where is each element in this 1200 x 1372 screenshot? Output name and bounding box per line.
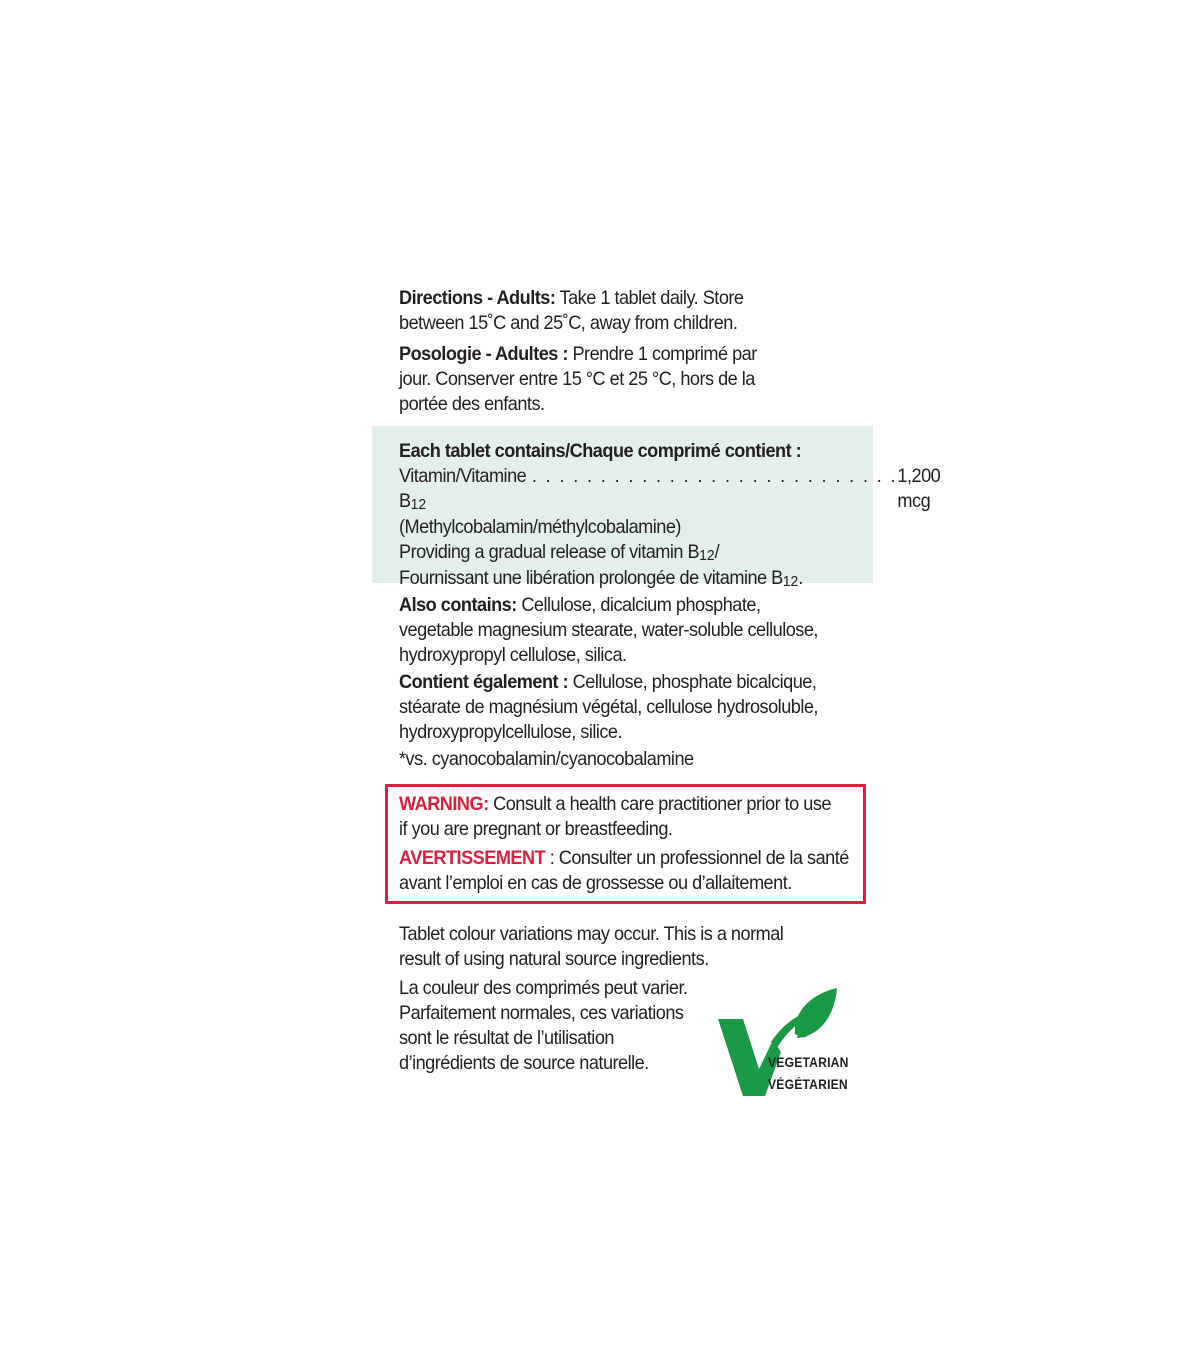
vegetarian-fr: VÉGÉTARIEN [768,1077,848,1092]
directions-en-text-2: between 15˚C and 25˚C, away from children. [399,312,738,334]
also-contains-en-label: Also contains: [399,594,517,616]
directions-fr [399,342,883,417]
release-en: Providing a gradual release of vitamin B12/ [399,541,720,564]
directions-en-label: Directions - Adults: [399,287,556,309]
also-contains-en: Also contains: Cellulose, dicalcium phosphate, vegetable magnesium stearate, water-soluble cellulose, hydroxypropyl cellulose, silica. [399,594,818,666]
ingredient-amount: 1,200 mcg [897,465,941,512]
footnote: *vs. cyanocobalamin/cyanocobalamine [399,748,694,770]
ingredient-row [399,464,941,515]
colour-note-en: Tablet colour variations may occur. This is a normal result of using natural source ingredients. [399,923,784,970]
contents-block [399,439,941,592]
warning-fr: AVERTISSEMENT : Consulter un professionnel de la santé avant l’emploi en cas de grossesse ou d’allaitement. [399,847,849,894]
directions-fr-label: Posologie - Adultes : [399,343,568,365]
warning-en-label: WARNING: [399,793,489,815]
colour-note-fr: La couleur des comprimés peut varier. Parfaitement normales, ces variations sont le résultat de l’utilisation d’ingrédients de source naturelle. [399,977,688,1074]
directions-fr-text-1: Prendre 1 comprimé par [567,343,757,365]
vegetarian-en: VEGETARIAN [768,1055,849,1070]
also-contains-fr: Contient également : Cellulose, phosphate bicalcique, stéarate de magnésium végétal, cellulose hydrosoluble, hydroxypropylcellulose, silice. [399,671,818,743]
directions-fr-text-2: jour. Conserver entre 15 °C et 25 °C, hors de la [399,368,755,390]
directions-fr-text-3: portée des enfants. [399,393,545,415]
ingredient-name: Vitamin/Vitamine B12 [399,465,527,513]
product-label-panel [372,0,941,1372]
ingredient-leader-dots: . . . . . . . . . . . . . . . . . . . . . . . . . . . [531,465,898,487]
warning-en: WARNING: Consult a health care practitioner prior to use if you are pregnant or breastfeeding. [399,793,831,840]
ingredient-form: (Methylcobalamin/méthylcobalamine) [399,516,681,538]
also-contains-fr-label: Contient également : [399,671,569,693]
directions-en-text-1: Take 1 tablet daily. Store [555,287,744,309]
warning-fr-label: AVERTISSEMENT [399,847,546,869]
directions-en [399,286,883,336]
contents-heading: Each tablet contains/Chaque comprimé contient : [399,440,802,462]
release-fr: Fournissant une libération prolongée de vitamine B12. [399,567,803,590]
ingredient-subscript: 12 [410,496,427,513]
